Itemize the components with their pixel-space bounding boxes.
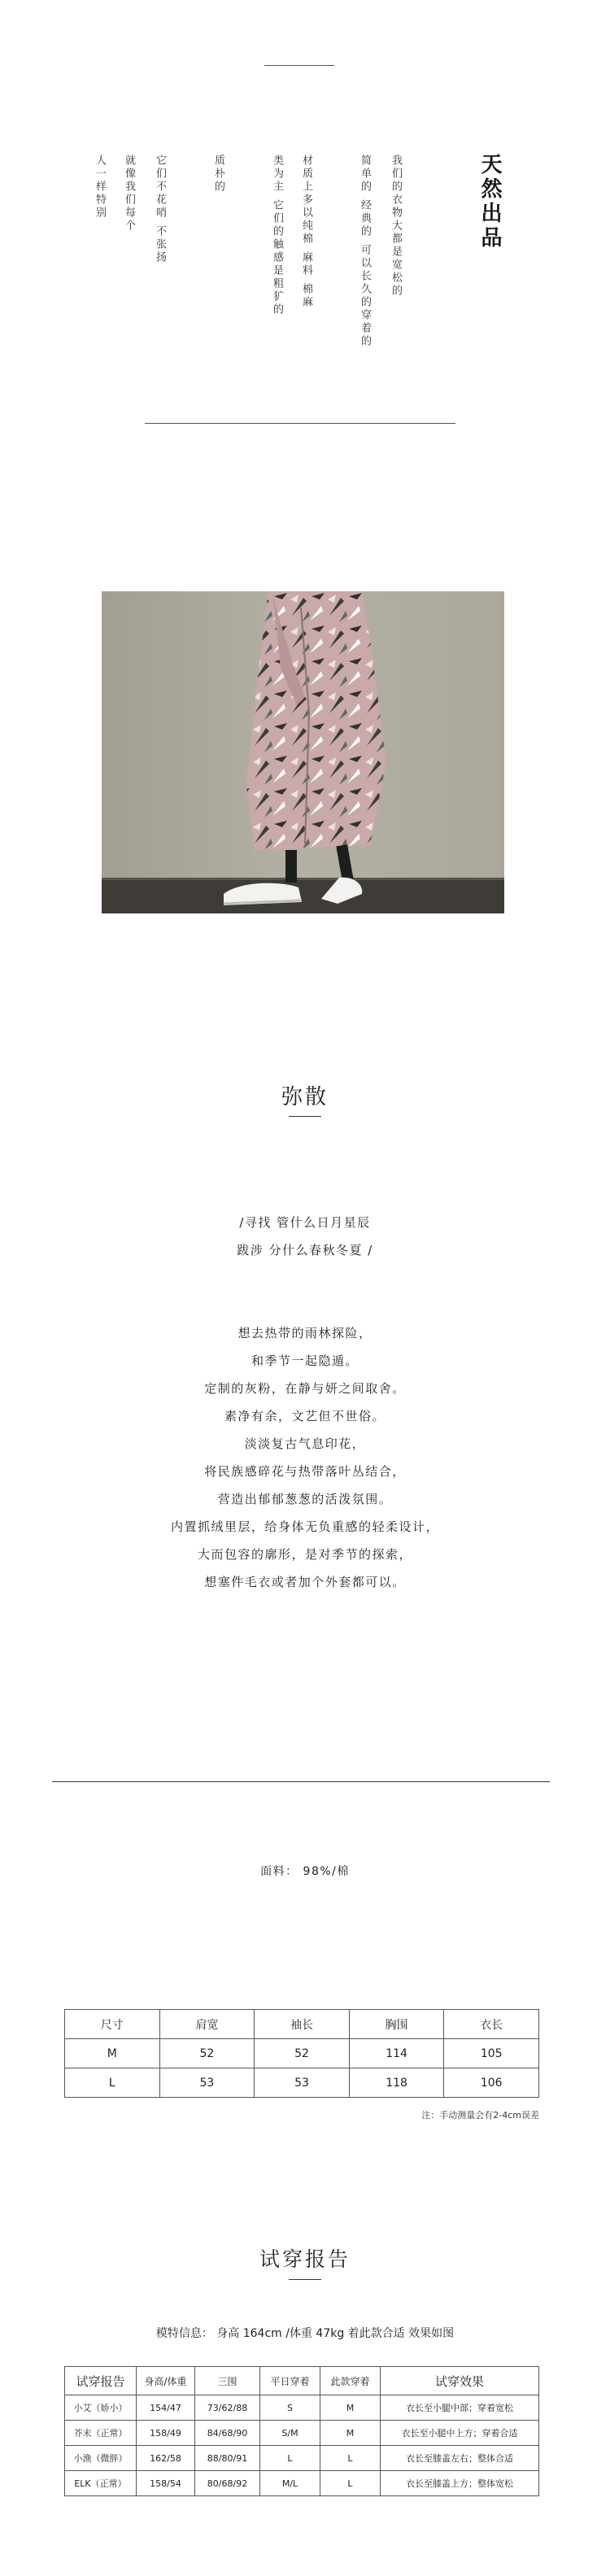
table-cell: 158/54 [137, 2471, 195, 2496]
table-cell: 53 [159, 2068, 255, 2098]
fit-header-name: 试穿报告 [65, 2367, 137, 2395]
table-cell: 114 [349, 2039, 444, 2068]
intro-column-7: 就像我们每个 [123, 155, 135, 233]
table-cell: 154/47 [137, 2395, 195, 2421]
section-title-misan: 弥散 [281, 1085, 329, 1109]
subtitle-line-2: 跋涉 分什么春秋冬夏 / [237, 1243, 373, 1257]
model-wearing-dress-image [102, 591, 504, 913]
header-chest: 胸围 [349, 2010, 444, 2039]
paragraph-line-3: 定制的灰粉，在静与妍之间取舍。 [204, 1381, 406, 1396]
header-sleeve: 袖长 [255, 2010, 350, 2039]
intro-bottom-divider [145, 423, 455, 424]
fit-header-this-size: 此款穿着 [320, 2367, 381, 2395]
header-size: 尺寸 [65, 2010, 160, 2039]
header-length: 衣长 [444, 2010, 539, 2039]
table-row [65, 2421, 539, 2446]
table-row [65, 2068, 539, 2098]
intro-column-3: 材质上多以纯棉 麻料 棉麻 [300, 155, 312, 310]
measurement-note: 注：手动测量会有2-4cm误差 [421, 2110, 539, 2121]
table-cell: 73/62/88 [195, 2395, 260, 2421]
table-cell: 158/49 [137, 2421, 195, 2446]
paragraph-line-8: 内置抓绒里层，给身体无负重感的轻柔设计， [170, 1519, 439, 1534]
table-cell: 80/68/92 [195, 2471, 260, 2496]
fit-header-measurements: 三围 [195, 2367, 260, 2395]
table-cell: 衣长至膝盖左右；整体合适 [381, 2446, 539, 2471]
table-cell: 162/58 [137, 2446, 195, 2471]
fit-header-height-weight: 身高/体重 [137, 2367, 195, 2395]
table-cell: L [320, 2471, 381, 2496]
top-divider [264, 65, 334, 66]
table-cell: L [320, 2446, 381, 2471]
table-cell: S [260, 2395, 320, 2421]
table-cell: 88/80/91 [195, 2446, 260, 2471]
table-cell: 小渔（微胖） [65, 2446, 137, 2471]
intro-column-5: 质朴的 [212, 155, 224, 194]
model-info: 模特信息： 身高 164cm /体重 47kg 着此款合适 效果如图 [155, 2327, 455, 2340]
paragraph-line-1: 想去热带的雨林探险， [237, 1326, 373, 1340]
table-cell: 衣长至小腿中部；穿着宽松 [381, 2395, 539, 2421]
paragraph-line-6: 将民族感碎花与热带落叶丛结合， [204, 1464, 406, 1479]
fabric-info: 面料： 98%/棉 [260, 1865, 350, 1878]
header-shoulder: 肩宽 [159, 2010, 255, 2039]
table-cell: 52 [255, 2039, 350, 2068]
table-cell: S/M [260, 2421, 320, 2446]
table-cell: 106 [444, 2068, 539, 2098]
paragraph-line-5: 淡淡复古气息印花， [244, 1436, 366, 1451]
table-cell: 52 [159, 2039, 255, 2068]
fit-header-effect: 试穿效果 [381, 2367, 539, 2395]
table-cell: 芥末（正常） [65, 2421, 137, 2446]
table-cell: 衣长至膝盖上方；整体宽松 [381, 2471, 539, 2496]
table-row [65, 2039, 539, 2068]
paragraph-line-4: 素净有余，文艺但不世俗。 [224, 1409, 386, 1423]
intro-column-2: 简单的 经典的 可以长久的穿着的 [359, 155, 371, 349]
table-cell: 118 [349, 2068, 444, 2098]
intro-column-1: 我们的衣物大都是宽松的 [390, 155, 402, 298]
table-cell: M [65, 2039, 160, 2068]
brand-title: 天然出品 [477, 153, 502, 251]
table-cell: L [260, 2446, 320, 2471]
intro-column-6: 它们不花哨 不张扬 [154, 155, 166, 265]
intro-column-8: 人一样特别 [94, 155, 106, 220]
fit-title-underline [289, 2279, 321, 2280]
product-photo [102, 591, 504, 913]
paragraph-line-9: 大而包容的廓形，是对季节的探索， [197, 1547, 412, 1562]
table-header-row [65, 2010, 539, 2039]
subtitle-line-1: /寻找 管什么日月星辰 [239, 1215, 371, 1230]
section-divider [52, 1781, 550, 1782]
fit-report-title: 试穿报告 [259, 2247, 351, 2271]
table-cell: 小艾（娇小） [65, 2395, 137, 2421]
table-cell: M/L [260, 2471, 320, 2496]
table-cell: 84/68/90 [195, 2421, 260, 2446]
fit-header-row [65, 2367, 539, 2395]
table-row [65, 2446, 539, 2471]
table-cell: 53 [255, 2068, 350, 2098]
table-cell: 衣长至小腿中上方；穿着合适 [381, 2421, 539, 2446]
table-row [65, 2395, 539, 2421]
paragraph-line-2: 和季节一起隐遁。 [251, 1353, 359, 1368]
table-row [65, 2471, 539, 2496]
table-cell: M [320, 2421, 381, 2446]
fit-header-usual-size: 平日穿着 [260, 2367, 320, 2395]
table-cell: L [65, 2068, 160, 2098]
size-table [64, 2009, 539, 2098]
table-cell: ELK（正常） [65, 2471, 137, 2496]
table-cell: M [320, 2395, 381, 2421]
table-cell: 105 [444, 2039, 539, 2068]
title-underline [289, 1116, 321, 1117]
intro-column-4: 类为主 它们的触感是粗犷的 [271, 155, 283, 317]
paragraph-line-7: 营造出郁郁葱葱的活泼氛围。 [217, 1492, 393, 1506]
fit-report-table [64, 2366, 539, 2496]
paragraph-line-10: 想塞件毛衣或者加个外套都可以。 [204, 1575, 406, 1589]
